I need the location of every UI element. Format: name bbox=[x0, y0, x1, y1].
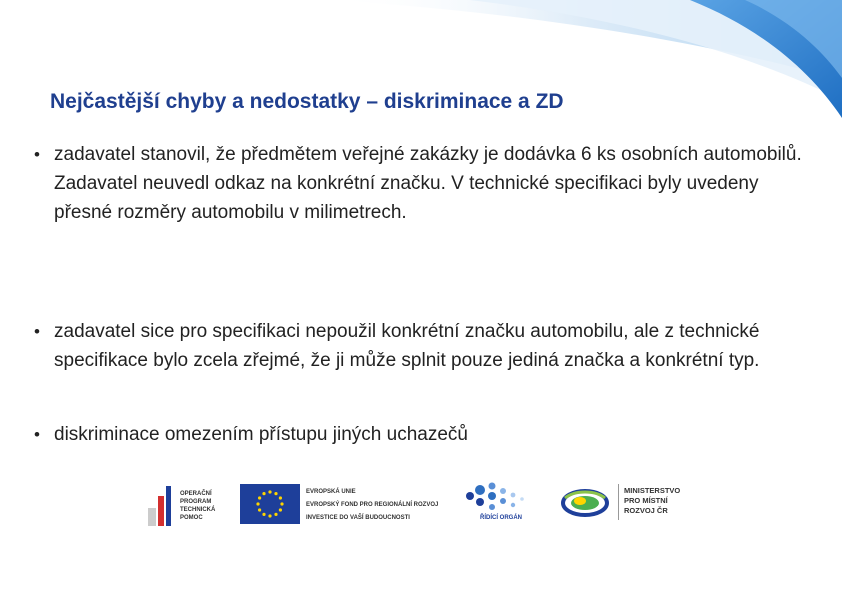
bullet-item bbox=[30, 420, 820, 449]
op-tp-logo bbox=[146, 482, 230, 528]
op-tp-bars-icon bbox=[146, 482, 176, 526]
mmr-divider bbox=[618, 484, 619, 520]
logo-bar bbox=[0, 478, 842, 528]
bullet-text: zadavatel stanovil, že předmětem veřejné zakázky je dodávka 6 ks osobních automobilů. Zadavatel neuvedl odkaz na konkrétní značku. V technické specifikaci byly uvedeny přesné rozměry automobilu v milimetrech. bbox=[54, 144, 802, 223]
ridici-organ-text: ŘÍDÍCÍ ORGÁN bbox=[480, 515, 522, 521]
bullet-marker: • bbox=[34, 145, 40, 164]
eu-flag-icon bbox=[240, 484, 300, 524]
mmr-text: MINISTERSTVO PRO MÍSTNÍ ROZVOJ ČR bbox=[624, 486, 681, 515]
mmr-logo bbox=[560, 482, 710, 526]
header-swoosh-decoration bbox=[0, 0, 842, 150]
ridici-organ-logo bbox=[462, 480, 532, 526]
op-tp-text: OPERAČNÍ PROGRAM TECHNICKÁ POMOC bbox=[180, 491, 216, 521]
bullet-item bbox=[30, 140, 820, 227]
bullet-marker: • bbox=[34, 322, 40, 341]
mmr-emblem-icon bbox=[560, 486, 610, 520]
dots-emblem-icon bbox=[462, 480, 532, 516]
eu-logo bbox=[240, 484, 460, 526]
bullet-text: diskriminace omezením přístupu jiných uchazečů bbox=[54, 424, 468, 445]
bullet-marker: • bbox=[34, 425, 40, 444]
bullet-text: zadavatel sice pro specifikaci nepoužil konkrétní značku automobilu, ale z technické specifikace bylo zcela zřejmé, že ji může splnit pouze jediná značka a konkrétní typ. bbox=[54, 321, 760, 371]
slide-title: Nejčastější chyby a nedostatky – diskriminace a ZD bbox=[50, 90, 564, 113]
bullet-item bbox=[30, 317, 820, 375]
eu-text: EVROPSKÁ UNIE EVROPSKÝ FOND PRO REGIONÁLNÍ ROZVOJ INVESTICE DO VAŠÍ BUDOUCNOSTI bbox=[306, 489, 439, 521]
